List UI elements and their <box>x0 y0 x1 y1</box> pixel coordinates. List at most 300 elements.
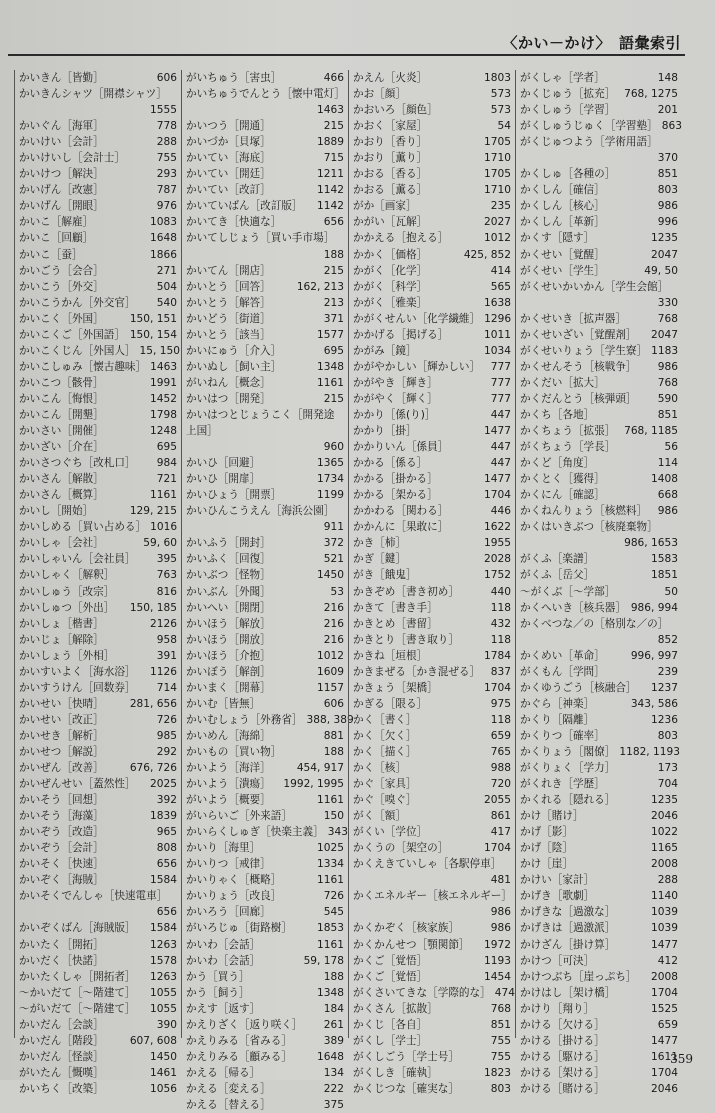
index-entry <box>353 744 511 760</box>
entry-reference-numbers: 911 <box>323 521 344 534</box>
entry-reference-numbers: 50 <box>664 585 678 598</box>
entry-term: かけつ［可決］ <box>520 954 595 967</box>
index-entry <box>520 182 678 198</box>
entry-term: かいめん［海綿］ <box>186 729 271 742</box>
entry-term: ～がいだて［～階建て］ <box>19 1002 136 1015</box>
entry-reference-numbers: 768, 1275 <box>624 88 678 101</box>
entry-term: かいぐん［海軍］ <box>19 120 104 133</box>
entry-reference-numbers: 984 <box>156 457 177 470</box>
entry-term: かいぞく［海賊］ <box>19 874 104 887</box>
entry-term: かげ［影］ <box>520 826 573 839</box>
entry-reference-numbers: 1263 <box>150 938 177 951</box>
entry-reference-numbers: 215 <box>323 392 344 405</box>
entry-term: かえす［返す］ <box>186 1002 261 1015</box>
entry-reference-numbers: 1011 <box>484 328 511 341</box>
entry-term: かくれる［隠れる］ <box>520 794 616 807</box>
entry-term: かいもの［買い物］ <box>186 745 282 758</box>
entry-term: かう［買う］ <box>186 970 250 983</box>
entry-reference-numbers: 881 <box>323 729 344 742</box>
index-entry <box>19 1049 177 1065</box>
index-entry <box>353 391 511 407</box>
entry-reference-numbers: 1348 <box>317 986 344 999</box>
entry-reference-numbers: 768 <box>657 376 678 389</box>
entry-reference-numbers: 1161 <box>150 489 177 502</box>
entry-reference-numbers: 1991 <box>150 376 177 389</box>
entry-term: かかる［架かる］ <box>353 489 438 502</box>
index-entry <box>520 616 678 648</box>
index-entry <box>186 118 344 134</box>
entry-reference-numbers: 2025 <box>150 778 177 791</box>
entry-term: かおり［香り］ <box>353 136 428 149</box>
entry-term: かいむ［皆無］ <box>186 697 261 710</box>
entry-reference-numbers: 188 <box>323 248 344 261</box>
entry-term: かお［顔］ <box>353 88 406 101</box>
entry-reference-numbers: 1463 <box>317 104 344 117</box>
entry-reference-numbers: 216 <box>323 633 344 646</box>
entry-reference-numbers: 808 <box>156 842 177 855</box>
index-entry <box>19 230 177 246</box>
index-entry <box>186 567 344 583</box>
entry-term: ～かいだて［～階建て］ <box>19 986 136 999</box>
entry-term: かおく［家屋］ <box>353 120 428 133</box>
entry-reference-numbers: 1055 <box>150 1002 177 1015</box>
index-entry <box>520 214 678 230</box>
index-entry <box>19 953 177 969</box>
index-entry <box>186 648 344 664</box>
entry-term: がく［額］ <box>353 810 406 823</box>
entry-reference-numbers: 656 <box>156 858 177 871</box>
index-entry <box>19 343 180 359</box>
entry-term: かくじつな［確実な］ <box>353 1082 459 1095</box>
entry-reference-numbers: 1025 <box>317 842 344 855</box>
entry-term: かえりみる［省みる］ <box>186 1034 292 1047</box>
entry-term: かくにん［確認］ <box>520 489 605 502</box>
entry-term: かいけい［会計］ <box>19 136 104 149</box>
entry-term: かきとり［書き取り］ <box>353 633 459 646</box>
entry-term: かいぜんせい［蓋然性］ <box>19 778 136 791</box>
index-entry <box>186 487 344 503</box>
entry-term: かくりょう［閣僚］ <box>520 745 616 758</box>
entry-reference-numbers: 975 <box>490 697 511 710</box>
entry-reference-numbers: 1365 <box>317 457 344 470</box>
index-entry <box>353 616 511 632</box>
header-rule <box>8 54 685 56</box>
entry-term: かいぜん［改善］ <box>19 762 104 775</box>
entry-reference-numbers: 216 <box>323 601 344 614</box>
index-entry <box>186 584 344 600</box>
entry-reference-numbers: 763 <box>156 569 177 582</box>
entry-reference-numbers: 1851 <box>651 569 678 582</box>
entry-reference-numbers: 2046 <box>651 810 678 823</box>
index-entry <box>520 487 678 503</box>
entry-term: かいじょ［解除］ <box>19 633 104 646</box>
index-entry <box>186 455 344 471</box>
entry-term: がいたん［慨嘆］ <box>19 1066 104 1079</box>
entry-reference-numbers: 375 <box>323 1099 344 1111</box>
entry-term: かがやく［輝く］ <box>353 392 438 405</box>
entry-reference-numbers: 114 <box>657 457 678 470</box>
entry-reference-numbers: 1648 <box>150 232 177 245</box>
entry-reference-numbers: 447 <box>490 457 511 470</box>
index-entry <box>19 600 177 616</box>
index-entry <box>353 263 511 279</box>
entry-reference-numbers: 388, 389 <box>306 713 354 726</box>
entry-term: かいせい［改正］ <box>19 713 104 726</box>
entry-term: かいさん［解散］ <box>19 473 104 486</box>
entry-reference-numbers: 129, 215 <box>129 505 177 518</box>
entry-term: かいまく［開幕］ <box>186 681 271 694</box>
entry-reference-numbers: 590 <box>657 392 678 405</box>
entry-term: かいしゅつ［外出］ <box>19 601 115 614</box>
entry-term: かいたくしゃ［開拓者］ <box>19 970 136 983</box>
index-entry <box>520 856 678 872</box>
index-entry <box>520 471 678 487</box>
entry-reference-numbers: 162, 213 <box>296 280 344 293</box>
index-entry <box>520 648 678 664</box>
entry-reference-numbers: 1704 <box>484 681 511 694</box>
entry-reference-numbers: 2047 <box>651 248 678 261</box>
entry-reference-numbers: 1157 <box>317 681 344 694</box>
entry-reference-numbers: 53 <box>330 585 344 598</box>
index-entry <box>19 696 177 712</box>
entry-term: かく［欠く］ <box>353 729 417 742</box>
entry-reference-numbers: 1578 <box>150 954 177 967</box>
entry-reference-numbers: 150, 185 <box>129 601 177 614</box>
entry-reference-numbers: 540 <box>156 296 177 309</box>
entry-term: かえる［帰る］ <box>186 1066 261 1079</box>
entry-reference-numbers: 1039 <box>651 906 678 919</box>
entry-term: かかり［係(り)］ <box>353 408 436 421</box>
index-entry <box>186 712 354 728</box>
entry-reference-numbers: 1734 <box>317 473 344 486</box>
index-entry <box>186 808 344 824</box>
index-entry <box>520 808 678 824</box>
entry-term: かいごう［会合］ <box>19 264 104 277</box>
index-entry <box>186 696 344 712</box>
index-entry <box>186 214 344 230</box>
entry-reference-numbers: 851 <box>657 408 678 421</box>
index-entry <box>186 1097 344 1113</box>
index-entry <box>520 423 678 439</box>
entry-reference-numbers: 239 <box>657 665 678 678</box>
index-entry <box>19 792 177 808</box>
index-entry <box>353 423 511 439</box>
entry-reference-numbers: 837 <box>490 665 511 678</box>
entry-term: かいこくじん［外国人］ <box>19 344 136 357</box>
entry-reference-numbers: 1853 <box>317 922 344 935</box>
entry-term: かいむしょう［外務省］ <box>186 713 303 726</box>
index-entry <box>520 519 678 551</box>
entry-reference-numbers: 15, 150 <box>139 344 180 357</box>
index-entry <box>19 1001 177 1017</box>
entry-term: かく［核］ <box>353 762 406 775</box>
entry-reference-numbers: 1182, 1193 <box>619 745 680 758</box>
entry-reference-numbers: 261 <box>323 1018 344 1031</box>
index-entry <box>19 439 177 455</box>
entry-term: かいりゃく［概略］ <box>186 874 282 887</box>
entry-term: かいりょう［改良］ <box>186 890 282 903</box>
entry-term: かくべつな／の［格別な／の］ <box>520 617 669 630</box>
entry-reference-numbers: 695 <box>156 441 177 454</box>
entry-term: かくエネルギー［核エネルギー］ <box>353 890 512 903</box>
entry-term: かがく［科学］ <box>353 280 428 293</box>
entry-term: かいこ［解雇］ <box>19 216 94 229</box>
entry-term: がくせい［学生］ <box>520 264 605 277</box>
entry-term: がくしゃ［学者］ <box>520 72 605 84</box>
entry-term: かがみ［鏡］ <box>353 344 417 357</box>
entry-reference-numbers: 1972 <box>484 938 511 951</box>
entry-term: かいわ［会話］ <box>186 954 261 967</box>
entry-reference-numbers: 481 <box>490 874 511 887</box>
entry-term: がくせいりょう［学生寮］ <box>520 344 648 357</box>
index-entry <box>520 584 678 600</box>
entry-reference-numbers: 292 <box>156 745 177 758</box>
entry-reference-numbers: 173 <box>657 762 678 775</box>
index-entry <box>19 391 177 407</box>
index-entry <box>353 471 511 487</box>
entry-reference-numbers: 1454 <box>484 970 511 983</box>
index-entry <box>353 696 511 712</box>
index-entry <box>186 503 344 535</box>
index-entry <box>353 600 511 616</box>
entry-term: かけはし［架け橋］ <box>520 986 616 999</box>
entry-term: かいほう［解放］ <box>186 617 271 630</box>
entry-reference-numbers: 803 <box>657 184 678 197</box>
index-entry <box>186 744 344 760</box>
index-entry <box>353 230 511 246</box>
entry-reference-numbers: 389 <box>323 1034 344 1047</box>
entry-term: かいこくご［外国語］ <box>19 328 125 341</box>
entry-reference-numbers: 996 <box>657 216 678 229</box>
entry-term: かいてしじょう［買い手市場］ <box>186 232 335 245</box>
entry-term: かかえる［抱える］ <box>353 232 449 245</box>
entry-reference-numbers: 721 <box>156 473 177 486</box>
index-entry <box>520 985 678 1001</box>
entry-reference-numbers: 1798 <box>150 408 177 421</box>
entry-reference-numbers: 288 <box>657 874 678 887</box>
index-entry <box>520 407 678 423</box>
entry-reference-numbers: 1248 <box>150 425 177 438</box>
index-entry <box>19 279 177 295</box>
index-entry <box>186 134 344 150</box>
entry-reference-numbers: 59, 178 <box>303 954 344 967</box>
entry-reference-numbers: 1710 <box>484 152 511 165</box>
entry-term: かいだく［快諾］ <box>19 954 104 967</box>
entry-reference-numbers: 1161 <box>317 874 344 887</box>
index-entry <box>186 535 344 551</box>
entry-reference-numbers: 54 <box>497 120 511 133</box>
entry-term: かいし［開始］ <box>19 505 94 518</box>
entry-reference-numbers: 1583 <box>651 553 678 566</box>
index-entry <box>520 664 678 680</box>
index-entry <box>353 792 511 808</box>
index-entry <box>186 311 344 327</box>
entry-reference-numbers: 2008 <box>651 858 678 871</box>
entry-reference-numbers: 1477 <box>484 473 511 486</box>
entry-term: かくねんりょう［核燃料］ <box>520 505 648 518</box>
entry-term: かいひんこうえん［海浜公園］ <box>186 505 335 518</box>
entry-term: がくせいかいかん［学生会館］ <box>520 280 669 293</box>
index-entry <box>186 359 344 375</box>
entry-term: かくかぞく［核家族］ <box>353 922 459 935</box>
index-entry <box>520 824 678 840</box>
index-entry <box>520 840 678 856</box>
entry-term: がか［画家］ <box>353 200 417 213</box>
index-entry <box>520 343 678 359</box>
entry-term: かいそう［回想］ <box>19 794 104 807</box>
entry-term: かいてん［開店］ <box>186 264 271 277</box>
index-entry <box>520 311 678 327</box>
index-entry <box>520 904 678 920</box>
entry-reference-numbers: 1199 <box>317 489 344 502</box>
entry-term: かくせいざい［覚醒剤］ <box>520 328 637 341</box>
entry-term: かくす［隠す］ <box>520 232 595 245</box>
entry-reference-numbers: 1803 <box>484 72 511 84</box>
entry-term: かいとう［回答］ <box>186 280 271 293</box>
entry-reference-numbers: 1183 <box>651 344 679 357</box>
entry-term: かいすうけん［回数券］ <box>19 681 136 694</box>
entry-reference-numbers: 1211 <box>317 168 344 181</box>
entry-reference-numbers: 1577 <box>317 328 344 341</box>
index-entry <box>19 423 177 439</box>
index-entry <box>520 792 678 808</box>
entry-reference-numbers: 803 <box>657 729 678 742</box>
index-entry <box>520 1001 678 1017</box>
entry-term: かいほう［介抱］ <box>186 649 271 662</box>
index-entry <box>186 888 344 904</box>
index-entry <box>520 1065 678 1081</box>
entry-term: がくれき［学歴］ <box>520 778 605 791</box>
entry-reference-numbers: 986 <box>657 505 678 518</box>
entry-term: がくりょく［学力］ <box>520 762 616 775</box>
entry-term: かいこう［外交］ <box>19 280 104 293</box>
entry-term: かいどう［街道］ <box>186 312 271 325</box>
index-entry <box>520 937 678 953</box>
index-entry <box>19 359 177 375</box>
index-entry <box>19 632 177 648</box>
entry-term: かぎ［鍵］ <box>353 553 406 566</box>
entry-reference-numbers: 447 <box>490 408 511 421</box>
index-entry <box>353 888 511 920</box>
index-entry <box>19 872 177 888</box>
index-entry <box>186 391 344 407</box>
entry-term: かいほう［開放］ <box>186 633 271 646</box>
index-entry <box>19 214 177 230</box>
entry-term: かいきん［皆勤］ <box>19 72 104 84</box>
entry-term: かげき［歌劇］ <box>520 890 595 903</box>
entry-term: かがく［雅楽］ <box>353 296 428 309</box>
entry-term: かいちく［改築］ <box>19 1082 104 1095</box>
entry-term: かいこしゅみ［懐古趣味］ <box>19 360 147 373</box>
entry-reference-numbers: 281, 656 <box>129 697 177 710</box>
entry-reference-numbers: 2047 <box>651 328 678 341</box>
entry-term: かぐ［嗅ぐ］ <box>353 794 417 807</box>
entry-term: かいよう［潰瘍］ <box>186 778 271 791</box>
entry-term: かいぶつ［怪物］ <box>186 569 271 582</box>
entry-reference-numbers: 778 <box>156 120 177 133</box>
entry-term: ～がくぶ［～学部］ <box>520 585 616 598</box>
entry-term: かいづか［貝塚］ <box>186 136 271 149</box>
index-entry <box>186 760 344 776</box>
entry-term: かくち［各地］ <box>520 408 595 421</box>
entry-term: かいげん［開眼］ <box>19 200 104 213</box>
entry-term: がいねん［概念］ <box>186 376 271 389</box>
entry-reference-numbers: 777 <box>490 360 511 373</box>
entry-reference-numbers: 391 <box>156 649 177 662</box>
index-entry <box>19 519 177 535</box>
index-entry <box>353 824 511 840</box>
index-entry <box>186 407 344 455</box>
entry-term: かいこつ［骸骨］ <box>19 376 104 389</box>
index-entry <box>186 295 344 311</box>
entry-term: がくもん［学問］ <box>520 665 605 678</box>
entry-reference-numbers: 372 <box>323 537 344 550</box>
entry-reference-numbers: 370 <box>657 152 678 165</box>
entry-reference-numbers: 863 <box>661 120 682 133</box>
index-entry <box>186 616 344 632</box>
entry-reference-numbers: 288 <box>156 136 177 149</box>
entry-term: かくしん［核心］ <box>520 200 605 213</box>
entry-reference-numbers: 414 <box>490 264 511 277</box>
entry-term: かえりざく［返り咲く］ <box>186 1018 303 1031</box>
index-entry <box>520 953 678 969</box>
entry-reference-numbers: 343, 586 <box>630 697 678 710</box>
entry-reference-numbers: 659 <box>657 1018 678 1031</box>
entry-term: かけり［翔り］ <box>520 1002 595 1015</box>
index-entry <box>19 1065 177 1081</box>
entry-term: かける［架ける］ <box>520 1066 605 1079</box>
entry-term: かいてき［快適な］ <box>186 216 282 229</box>
index-entry <box>520 872 678 888</box>
entry-reference-numbers: 1463 <box>150 360 178 373</box>
entry-reference-numbers: 343 <box>327 826 348 839</box>
index-entry <box>19 535 177 551</box>
index-entry <box>353 455 511 471</box>
entry-term: かげきな［過激な］ <box>520 906 616 919</box>
index-entry <box>520 1017 678 1033</box>
index-entry <box>19 824 177 840</box>
entry-term: かくめい［革命］ <box>520 649 605 662</box>
index-entry <box>520 567 678 583</box>
entry-reference-numbers: 1034 <box>484 344 511 357</box>
entry-term: かいぼう［解剖］ <box>186 665 271 678</box>
index-entry <box>520 744 678 760</box>
entry-term: かいちゅうでんとう［懐中電灯］ <box>186 88 345 101</box>
index-entry <box>520 696 678 712</box>
index-entry <box>353 1033 511 1049</box>
index-entry <box>19 760 177 776</box>
index-entry <box>19 263 177 279</box>
entry-reference-numbers: 976 <box>156 200 177 213</box>
entry-term: かがやき［輝き］ <box>353 376 438 389</box>
index-entry <box>186 937 344 953</box>
entry-term: がくさいてきな［学際的な］ <box>353 986 491 999</box>
entry-term: がいらいご［外来語］ <box>186 810 292 823</box>
entry-reference-numbers: 1955 <box>484 537 511 550</box>
index-entry <box>186 1017 344 1033</box>
entry-reference-numbers: 2028 <box>484 553 511 566</box>
index-entry <box>186 1001 344 1017</box>
index-entry <box>520 86 678 102</box>
index-entry <box>186 471 344 487</box>
entry-term: かいしゃく［解釈］ <box>19 569 115 582</box>
entry-term: かき［柿］ <box>353 537 406 550</box>
index-entry <box>186 375 344 391</box>
entry-reference-numbers: 235 <box>490 200 511 213</box>
entry-reference-numbers: 958 <box>156 633 177 646</box>
entry-term: かくえきていしゃ［各駅停車］ <box>353 858 502 871</box>
entry-term: かいへい［開閉］ <box>186 601 271 614</box>
